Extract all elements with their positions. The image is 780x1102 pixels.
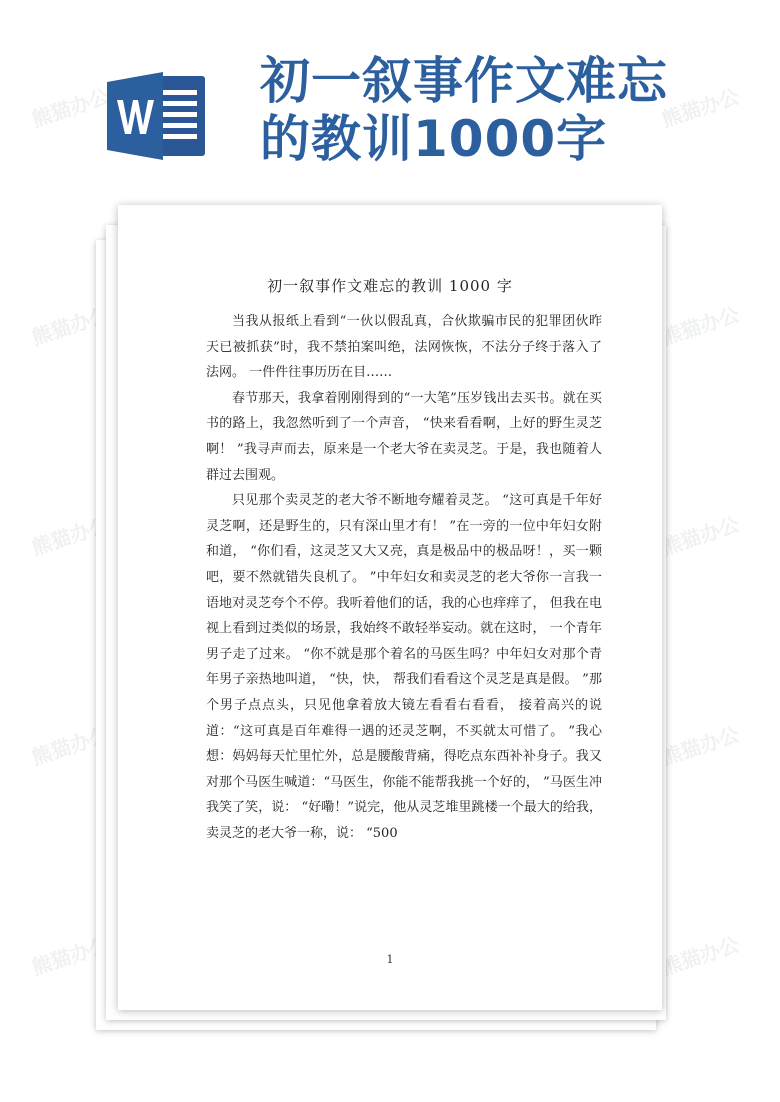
- document-heading: 初一叙事作文难忘的教训 1000 字: [267, 277, 513, 295]
- paragraph: 当我从报纸上看到“一伙以假乱真，合伙欺骗市民的犯罪团伙昨天已被抓获”时，我不禁拍案叫绝，法网恢恢，不法分子终于落入了法网。 一件件往事历历在目……: [206, 314, 602, 381]
- watermark: 熊猫办公: [28, 302, 113, 350]
- word-doc-icon: [107, 68, 207, 164]
- paragraph: 只见那个卖灵芝的老大爷不断地夸耀着灵芝。 “这可真是千年好灵芝啊，还是野生的，只有深山里才有！ ”在一旁的一位中年妇女附和道， “你们看，这灵芝又大又亮，真是极品中的极品呀！，买一颗吧，要不然就错失良机了。 ”中年妇女和卖灵芝的老大爷你一言我一语地对灵芝夸个不停。我听着他们的话，我的心也痒痒了， 但我在电视上看到过类似的场景，我始终不敢轻举妄动。就在这时， 一个青年男子走了过来。 “你不就是那个着名的马医生吗？中年妇女对那个青年男子亲热地叫道， “快，快， 帮我们看看这个灵芝是真是假。 ”那个男子点点头，只见他拿着放大镜左看看右看看， 接着高兴的说道：“这可真是百年难得一遇的还灵芝啊，不买就太可惜了。 ”我心想：妈妈每天忙里忙外，总是腰酸背痛，得吃点东西补补身子。我又对那个马医生喊道：“马医生，你能不能帮我挑一个好的， ”马医生冲我笑了笑，说： “好嘞！”说完，他从灵芝堆里跳楼一个最大的给我，卖灵芝的老大爷一称，说： “500: [206, 493, 602, 841]
- title-line-1: 初一叙事作文难忘: [260, 52, 668, 110]
- watermark: 熊猫办公: [28, 512, 113, 560]
- watermark: 熊猫办公: [658, 932, 743, 980]
- watermark: 熊猫办公: [658, 302, 743, 350]
- watermark: 熊猫办公: [28, 84, 113, 132]
- page-number: 1: [386, 953, 394, 966]
- document-page: [118, 205, 662, 1010]
- page-title: [260, 52, 760, 168]
- watermark: 熊猫办公: [28, 722, 113, 770]
- watermark: 熊猫办公: [28, 932, 113, 980]
- paragraph: 春节那天，我拿着刚刚得到的“一大笔”压岁钱出去买书。就在买书的路上，我忽然听到了一个声音， “快来看看啊，上好的野生灵芝啊！ ”我寻声而去，原来是一个老大爷在卖灵芝。于是，我也随着人群过去围观。: [206, 390, 602, 483]
- watermark: 熊猫办公: [658, 84, 743, 132]
- watermark: 熊猫办公: [658, 722, 743, 770]
- title-line-2: 的教训1000字: [260, 110, 608, 168]
- document-body: [206, 309, 602, 846]
- watermark: 熊猫办公: [658, 512, 743, 560]
